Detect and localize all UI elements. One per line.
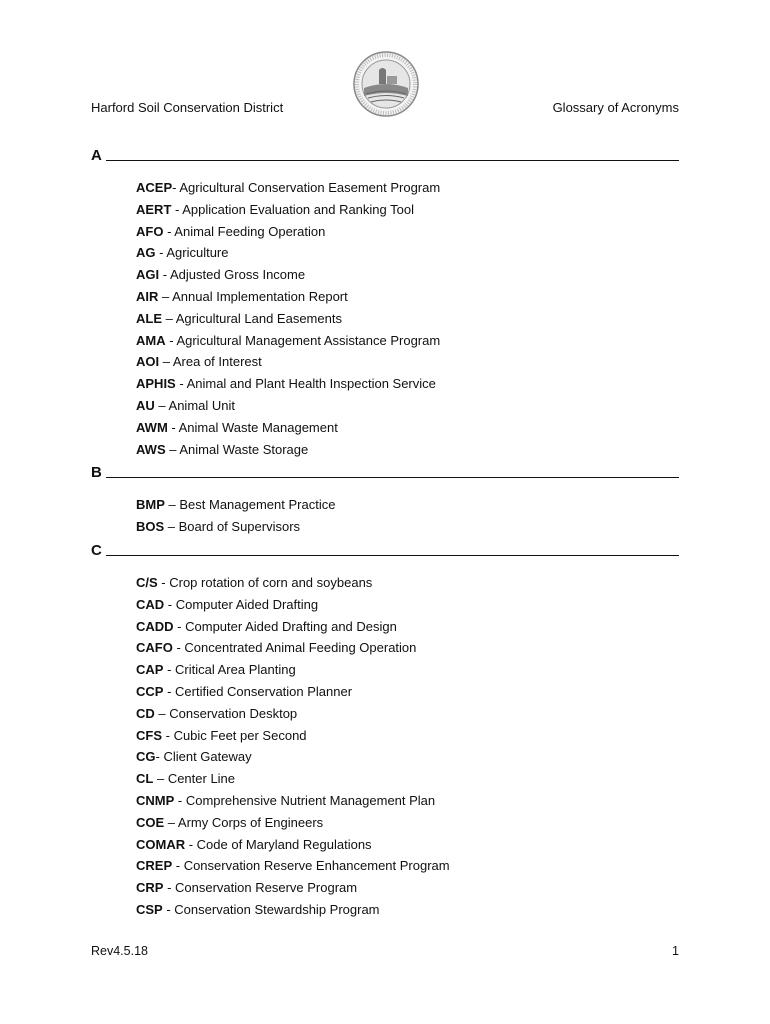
separator: – (164, 518, 179, 534)
separator: – (154, 397, 169, 413)
definition: Comprehensive Nutrient Management Plan (185, 792, 436, 808)
glossary-entry (136, 877, 679, 899)
definition: Board of Supervisors (178, 518, 301, 534)
glossary-entry (136, 855, 679, 877)
acronym: CADD (136, 618, 174, 634)
glossary-entry (136, 790, 679, 812)
acronym: AWS (136, 441, 166, 457)
separator: – (159, 354, 173, 370)
document-title: Glossary of Acronyms (552, 100, 679, 115)
glossary-entry (136, 308, 679, 330)
glossary-entry (136, 417, 679, 439)
glossary-entry (136, 659, 679, 681)
district-seal-logo (352, 50, 420, 118)
definition: Center Line (167, 771, 236, 787)
glossary-entry (136, 242, 679, 264)
acronym: BOS (136, 518, 165, 534)
section-divider (106, 160, 679, 161)
separator: – (154, 705, 170, 721)
section-heading (91, 539, 679, 559)
acronym: ALE (136, 310, 162, 326)
separator: - (165, 332, 177, 348)
separator: - (167, 419, 179, 435)
separator: - (173, 618, 186, 634)
section-c (91, 539, 679, 921)
glossary-entry (136, 616, 679, 638)
definition: Conservation Reserve Program (175, 880, 358, 896)
glossary-entry (136, 572, 679, 594)
glossary-entry (136, 286, 679, 308)
section-divider (106, 477, 679, 478)
definition: Application Evaluation and Ranking Tool (182, 201, 414, 217)
glossary-entry (136, 681, 679, 703)
acronym: AMA (136, 332, 166, 348)
acronym: CAFO (136, 640, 173, 656)
separator: – (164, 497, 180, 512)
section-divider (106, 555, 679, 556)
definition: Computer Aided Drafting (175, 596, 319, 612)
separator: - (159, 267, 170, 283)
separator: – (158, 288, 173, 304)
separator: – (162, 310, 176, 326)
glossary-entry (136, 899, 679, 921)
definition: Conservation Reserve Enhancement Program (183, 858, 450, 874)
glossary-entry (136, 373, 679, 395)
separator: - (155, 749, 164, 765)
section-letter: B (91, 464, 102, 481)
acronym: AG (136, 245, 156, 261)
definition: Cubic Feet per Second (173, 727, 307, 743)
definition: Area of Interest (172, 354, 262, 370)
separator: - (163, 683, 176, 699)
definition: Animal Feeding Operation (174, 223, 326, 239)
definition: Agricultural Management Assistance Program (176, 332, 441, 348)
separator: - (171, 201, 183, 217)
separator: - (175, 376, 187, 392)
glossary-entry (136, 594, 679, 616)
separator: – (153, 771, 168, 787)
definition: Agriculture (166, 245, 229, 261)
acronym: AGI (136, 267, 160, 283)
acronym: COE (136, 814, 165, 830)
definition: Code of Maryland Regulations (196, 836, 372, 852)
acronym: CL (136, 771, 154, 787)
section-heading (91, 144, 679, 164)
acronym: CFS (136, 727, 162, 743)
separator: - (164, 596, 176, 612)
acronym: CG (136, 749, 156, 765)
definition: Concentrated Animal Feeding Operation (184, 640, 417, 656)
definition: Computer Aided Drafting and Design (185, 618, 397, 634)
glossary-entry (136, 768, 679, 790)
separator: - (172, 858, 184, 874)
acronym: CAP (136, 662, 164, 678)
glossary-entry (136, 395, 679, 417)
acronym: CAD (136, 596, 165, 612)
definition: Certified Conservation Planner (175, 683, 353, 699)
acronym: AWM (136, 419, 168, 435)
acronym: CSP (136, 901, 163, 917)
acronym: ACEP (136, 180, 173, 195)
separator: - (172, 180, 180, 195)
definition: Conservation Stewardship Program (174, 901, 380, 917)
separator: - (163, 223, 175, 239)
acronym: AFO (136, 223, 164, 239)
glossary-entry (136, 834, 679, 856)
glossary-entry (136, 812, 679, 834)
glossary-entry (136, 725, 679, 747)
definition: Army Corps of Engineers (177, 814, 324, 830)
separator: – (164, 814, 178, 830)
separator: - (162, 901, 175, 917)
separator: – (165, 441, 180, 457)
section-a (91, 144, 679, 460)
glossary-entry (136, 494, 679, 516)
glossary-list (91, 177, 679, 460)
glossary-entry (136, 439, 679, 461)
acronym: C/S (136, 575, 158, 590)
definition: Client Gateway (163, 749, 252, 765)
separator: - (157, 575, 170, 590)
section-letter: C (91, 542, 102, 559)
definition: Best Management Practice (179, 497, 336, 512)
separator: - (174, 792, 186, 808)
separator: - (163, 880, 176, 896)
glossary-entry (136, 199, 679, 221)
acronym: AOI (136, 354, 160, 370)
glossary-entry (136, 703, 679, 725)
acronym: AERT (136, 201, 172, 217)
glossary-entry (136, 330, 679, 352)
acronym: CNMP (136, 792, 175, 808)
separator: - (155, 245, 167, 261)
glossary-list (91, 494, 679, 538)
glossary-entry (136, 516, 679, 538)
organization-name: Harford Soil Conservation District (91, 100, 284, 115)
definition: Animal Unit (168, 397, 235, 413)
acronym: CRP (136, 880, 164, 896)
definition: Annual Implementation Report (172, 288, 348, 304)
definition: Animal Waste Management (178, 419, 338, 435)
glossary-entry (136, 264, 679, 286)
revision-label: Rev4.5.18 (91, 944, 148, 958)
acronym: APHIS (136, 376, 176, 392)
definition: Critical Area Planting (175, 662, 296, 678)
acronym: CD (136, 705, 155, 721)
acronym: CREP (136, 858, 173, 874)
glossary-list (91, 572, 679, 921)
glossary-entry (136, 637, 679, 659)
acronym: AU (136, 397, 155, 413)
definition: Conservation Desktop (169, 705, 298, 721)
acronym: CCP (136, 683, 164, 699)
glossary-entry (136, 221, 679, 243)
definition: Animal Waste Storage (179, 441, 309, 457)
glossary-entry (136, 351, 679, 373)
acronym: BMP (136, 497, 165, 512)
acronym: COMAR (136, 836, 186, 852)
separator: - (185, 836, 197, 852)
definition: Agricultural Land Easements (175, 310, 342, 326)
definition: Agricultural Conservation Easement Program (179, 180, 441, 195)
definition: Adjusted Gross Income (169, 267, 306, 283)
separator: - (172, 640, 185, 656)
acronym: AIR (136, 288, 159, 304)
definition: Animal and Plant Health Inspection Service (186, 376, 436, 392)
page-number: 1 (672, 944, 679, 958)
separator: - (162, 727, 174, 743)
separator: - (163, 662, 176, 678)
section-heading (91, 461, 679, 481)
section-b (91, 461, 679, 538)
definition: Crop rotation of corn and soybeans (169, 575, 373, 590)
glossary-entry (136, 177, 679, 199)
section-letter: A (91, 147, 102, 164)
glossary-entry (136, 746, 679, 768)
